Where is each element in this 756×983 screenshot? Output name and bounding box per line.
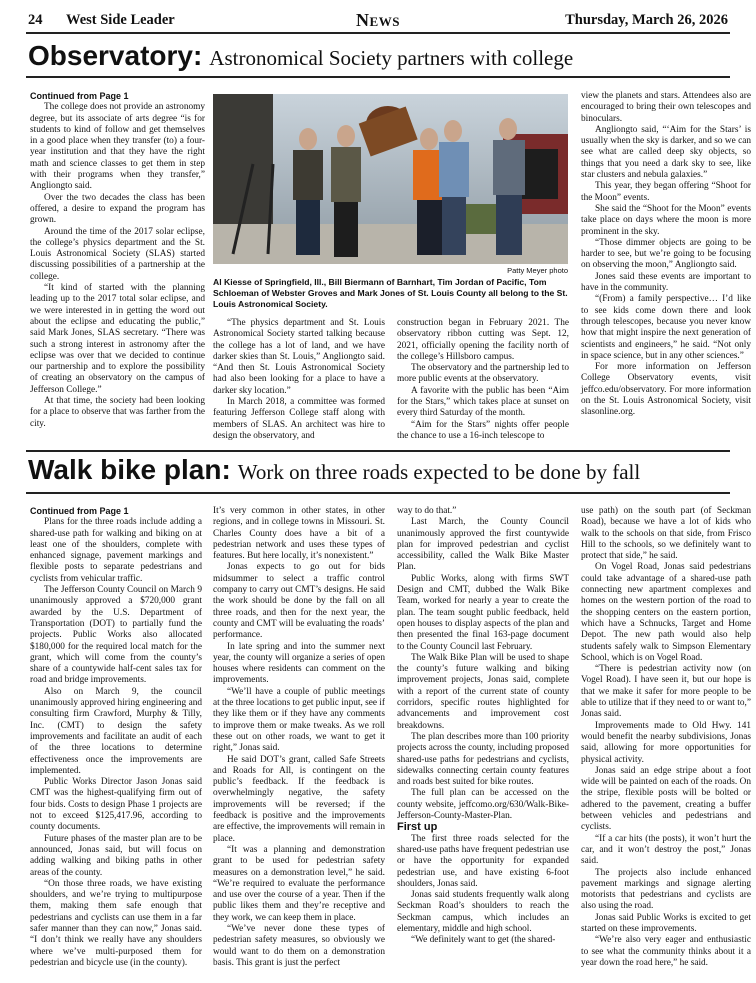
paragraph: On Vogel Road, Jonas said pedestrians could take advantage of a shared-use path connecting new apartment complexes and homes on the western portion of the road to the shopping centers on the eastern portion, which have a Schnucks, Target and Home Depot. The new path would also help students safely walk to Simpson Elementary School, which is on Vogel Road. (581, 562, 751, 663)
subhead-first-up: First up (397, 821, 438, 834)
paragraph: view the planets and stars. Attendees also are encouraged to bring their own telescopes and binoculars. (581, 91, 751, 124)
paragraph: “Those dimmer objects are going to be harder to see, but we’re going to be focusing on observing the moon,” Angliongto said. (581, 237, 751, 271)
photo-caption: Al Kiesse of Springfield, Ill., Bill Biermann of Barnhart, Tim Jordan of Pacific, Tom Schloeman of Webster Groves and Mark Jones of St. Louis County all belong to the St. Louis Astronomical Society. (213, 277, 568, 309)
photo-credit: Patty Meyer photo (507, 266, 568, 275)
paragraph: “We definitely want to get (the shared- (411, 935, 556, 946)
paragraph: “If a car hits (the posts), it won’t hurt the car, and it won’t destroy the post,” Jonas said. (581, 833, 751, 867)
section-divider (26, 450, 730, 452)
paragraph: It’s very common in other states, in other regions, and in college towns in Missouri. St. Charles County does have a bit of a pedestrian network and uses these types of features. But here locally, it’s nonexistent.” (213, 506, 385, 562)
paragraph: “The physics department and St. Louis Astronomical Society started talking because the college has a lot of land, and we have darker skies than St. Louis,” Angliongto said. “And then St. Louis Astronomical Society had also been looking for a place to have a darker sky location.” (213, 318, 385, 396)
observatory-headline (28, 40, 736, 73)
paragraph: Jonas said an edge stripe about a foot wide will be painted on each of the roads. On the stripe, flexible posts will be bolted or adhered to the pavement, creating a buffer between vehicles and pedestrians and cyclists. (581, 765, 751, 833)
page-header (26, 10, 730, 34)
walk-bike-headline (28, 454, 736, 487)
paragraph: “(From) a family perspective… I’d like to see kids come down there and look through telescopes, because you never know how that might inspire the next generation of scientists and engineers,” he said. “Not only in space science, but in any other sciences.” (581, 294, 751, 361)
headline-key: Observatory: (28, 40, 203, 71)
paragraph: The Jefferson County Council on March 9 unanimously approved a $720,000 grant awarded by the U.S. Department of Transportation (DOT) to partially fund the projects. Public Works also allocated $180,000 for the required local match for the grant, which will come from the county’s share of a countywide half-cent sales tax for road and bridge improvements. (30, 585, 202, 686)
paragraph: He said DOT’s grant, called Safe Streets and Roads for All, is contingent on the public’s feedback. If the feedback is overwhelmingly negative, the safety improvements will be reversed; if the feedback is positive and the improvements are effective, the improvements will remain in place. (213, 754, 386, 844)
paragraph: use path) on the south part (of Seckman Road), because we have a lot of kids who walk to the schools on that side, from Frisco Hill to the schools, so we definitely want to protect that side,” he said. (581, 506, 751, 562)
paragraph: “We’re also very eager and enthusiastic to see what the community thinks about it a year down the road here,” he said. (581, 935, 751, 968)
paragraph: The college does not provide an astronomy degree, but its associate of arts degree “is for students to kind of follow and get themselves in a good place when they transfer (to) a four-year institution and that they have the right math and science classes to get them in step with their programs when they transfer,” Angliongto said. (30, 102, 205, 192)
publication-name: West Side Leader (66, 12, 175, 28)
continued-kicker: Continued from Page 1 (30, 506, 129, 516)
walk-bike-column-3 (397, 506, 569, 947)
paragraph: “We’ve never done these types of pedestrian safety measures, so obviously we would want to do them on a demonstration basis. This grant is just the perfect (213, 923, 385, 968)
paragraph: The projects also include enhanced pavement markings and signage alerting motorists that pedestrians and cyclists are also using the road. (581, 867, 751, 912)
paragraph: She said the “Shoot for the Moon” events take place on days where the moon is more prominent in the sky. (581, 203, 751, 237)
observatory-column-4 (581, 91, 751, 419)
headline-rule (26, 76, 730, 78)
continued-kicker: Continued from Page 1 (30, 91, 129, 101)
paragraph: way to do that.” (397, 506, 457, 516)
paragraph: Jonas said Public Works is excited to get started on these improvements. (581, 912, 751, 934)
paragraph: Public Works Director Jason Jonas said CMT was the highest-qualifying firm out of four bids. Costs to design Phase 1 projects are not to exceed $125,417.96, according to county documents. (30, 777, 202, 833)
paragraph: Jonas expects to go out for bids midsummer to select a traffic control company to carry out CMT’s designs. He said the work should be done by the fall on all three roads, and then for the next year, the county and CMT will be evaluating the roads’ performance. (213, 562, 385, 641)
paragraph: Plans for the three roads include adding a shared-use path for walking and biking on at least one of the shoulders, complete with enhanced signage, pavement markings and flexible posts to separate pedestrians and cyclists from vehicular traffic. (30, 517, 202, 584)
paragraph: Angliongto said, “‘Aim for the Stars’ is usually when the sky is darker, and so we can see what are called deep sky objects, so things that you need a dark sky to see, like star clusters and nebula galaxies.” (581, 124, 751, 181)
paragraph: “We’ll have a couple of public meetings at the three locations to get public input, see if they like them or if they have any comments to improve them or make tweaks. As we roll these out on other roads, we want to get it right,” Jonas said. (213, 686, 385, 754)
paragraph: “It kind of started with the planning leading up to the 2017 total solar eclipse, and we were interested in in getting the word out about the eclipse and educating the public,” said Mark Jones, SLAS secretary. “There was such a strong interest in astronomy after the eclipse was over that we decided to continue our partnership and to explore the possibility of creating an observatory on the campus of Jefferson College.” (30, 283, 205, 395)
paragraph: At that time, the society had been looking for a place to observe that was farther from the city. (30, 396, 205, 429)
paragraph: Future phases of the master plan are to be announced, Jonas said, but will focus on adding walking and biking paths in other areas of the county. (30, 833, 202, 878)
paragraph: Around the time of the 2017 solar eclipse, the college’s physics department and the St. Louis Astronomical Society (SLAS) started discussing possibilities of a partnership at the college. (30, 226, 205, 282)
paragraph: “It was a planning and demonstration grant to be used for pedestrian safety measures on a demonstration level,” he said. “We’re required to evaluate the performance and use over the course of a year. Then if the public likes them and they’re receptive and they work, we can keep them in place. (213, 844, 385, 923)
paragraph: Also on March 9, the council unanimously approved hiring engineering and consulting firm Crawford, Murphy & Tilly, Inc. (CMT) to design the safety improvements and facilitate an audit of each of the three locations to determine effectiveness once the improvements are implemented. (30, 686, 202, 776)
walk-bike-column-1 (30, 506, 202, 969)
astronomers-photo (213, 94, 568, 264)
observatory-column-1 (30, 91, 205, 430)
page-number: 24 (28, 12, 43, 28)
headline-deck: Astronomical Society partners with college (209, 46, 574, 70)
observatory-column-2 (213, 318, 385, 442)
paragraph: The Walk Bike Plan will be used to shape the county’s future walking and biking improvement projects, Jonas said, complete with a report of the current state of county corridors, specific routes highlighted for advancements and improvement cost breakdowns. (397, 652, 569, 731)
headline-deck: Work on three roads expected to be done by fall (237, 460, 641, 484)
paragraph: The full plan can be accessed on the county website, jeffcomo.org/630/Walk-Bike-Jefferson-County-Master-Plan. (397, 788, 569, 822)
paragraph: “There is pedestrian activity now (on Vogel Road). I have seen it, but our hope is that we make it safer for more people to be able to utilize that if they need to or want to,” Jonas said. (581, 664, 751, 720)
issue-date: Thursday, March 26, 2026 (565, 12, 728, 28)
walk-bike-column-4 (581, 506, 751, 969)
observatory-column-3 (397, 318, 569, 442)
astronomers-photo-image (213, 94, 568, 264)
paragraph: For more information on Jefferson College Observatory events, visit jeffco.edu/observatory. For more information on the St. Louis Astronomical Society, visit slasonline.org. (581, 362, 751, 418)
walk-bike-column-2 (213, 506, 385, 969)
paragraph: This year, they began offering “Shoot for the Moon” events. (581, 181, 751, 203)
paragraph: The observatory and the partnership led to more public events at the observatory. (397, 363, 569, 385)
paragraph: In March 2018, a committee was formed featuring Jefferson College staff along with members of SLAS. An architect was hire to design the observatory, and (213, 397, 385, 441)
paragraph: “Aim for the Stars” nights offer people the chance to use a 16-inch telescope to (397, 419, 569, 441)
paragraph: The plan describes more than 100 priority projects across the county, including proposed shared-use paths for pedestrians and cyclists, sidewalks connecting certain county features and roads best suited for bike routes. (397, 731, 569, 788)
paragraph: In late spring and into the summer next year, the county will organize a series of open houses where residents can comment on the improvements. (213, 641, 385, 686)
paragraph: construction began in February 2021. The observatory ribbon cutting was Sept. 12, 2021, officially opening the facility north of the college’s Hillsboro campus. (397, 318, 569, 362)
paragraph: “On those three roads, we have existing shoulders, and we’re trying to multipurpose them, making them safe enough that pedestrians and cyclists can use them in a far safer manner than they can now,” Jonas said. “I don’t think we really have any shoulders where we’ve multi-purposed them for pedestrian and bicycle use (in the county). (30, 878, 202, 968)
paragraph: Over the two decades the class has been offered, a desire to expand the program has grown. (30, 192, 205, 226)
headline-rule (26, 492, 730, 494)
paragraph: Last March, the County Council unanimously approved the first countywide plan for improved pedestrian and cyclist accessibility, called the Walk Bike Master Plan. (397, 517, 569, 573)
paragraph: A favorite with the public has been “Aim for the Stars,” which takes place at sunset on every third Saturday of the month. (397, 385, 569, 419)
paragraph: Jonas said students frequently walk along Seckman Road’s shoulders to reach the Seckman campus, which includes an elementary, middle and high school. (397, 890, 569, 934)
paragraph: Public Works, along with firms SWT Design and CMT, dubbed the Walk Bike Team, worked for nearly a year to create the plan. The team sought public feedback, held open houses to display aspects of the plan and then presented the final 163-page document to the County Council last February. (397, 573, 569, 652)
paragraph: The first three roads selected for the shared-use paths have frequent pedestrian use or have the opportunity for expanded pedestrian use, and have existing 6-foot shoulders, Jonas said. (397, 833, 569, 889)
paragraph: Jones said these events are important to have in the community. (581, 271, 751, 294)
paragraph: Improvements made to Old Hwy. 141 would benefit the nearby subdivisions, Jonas said, allowing for more opportunities for physical activity. (581, 720, 751, 765)
headline-key: Walk bike plan: (28, 454, 231, 485)
section-name: News (356, 10, 400, 30)
